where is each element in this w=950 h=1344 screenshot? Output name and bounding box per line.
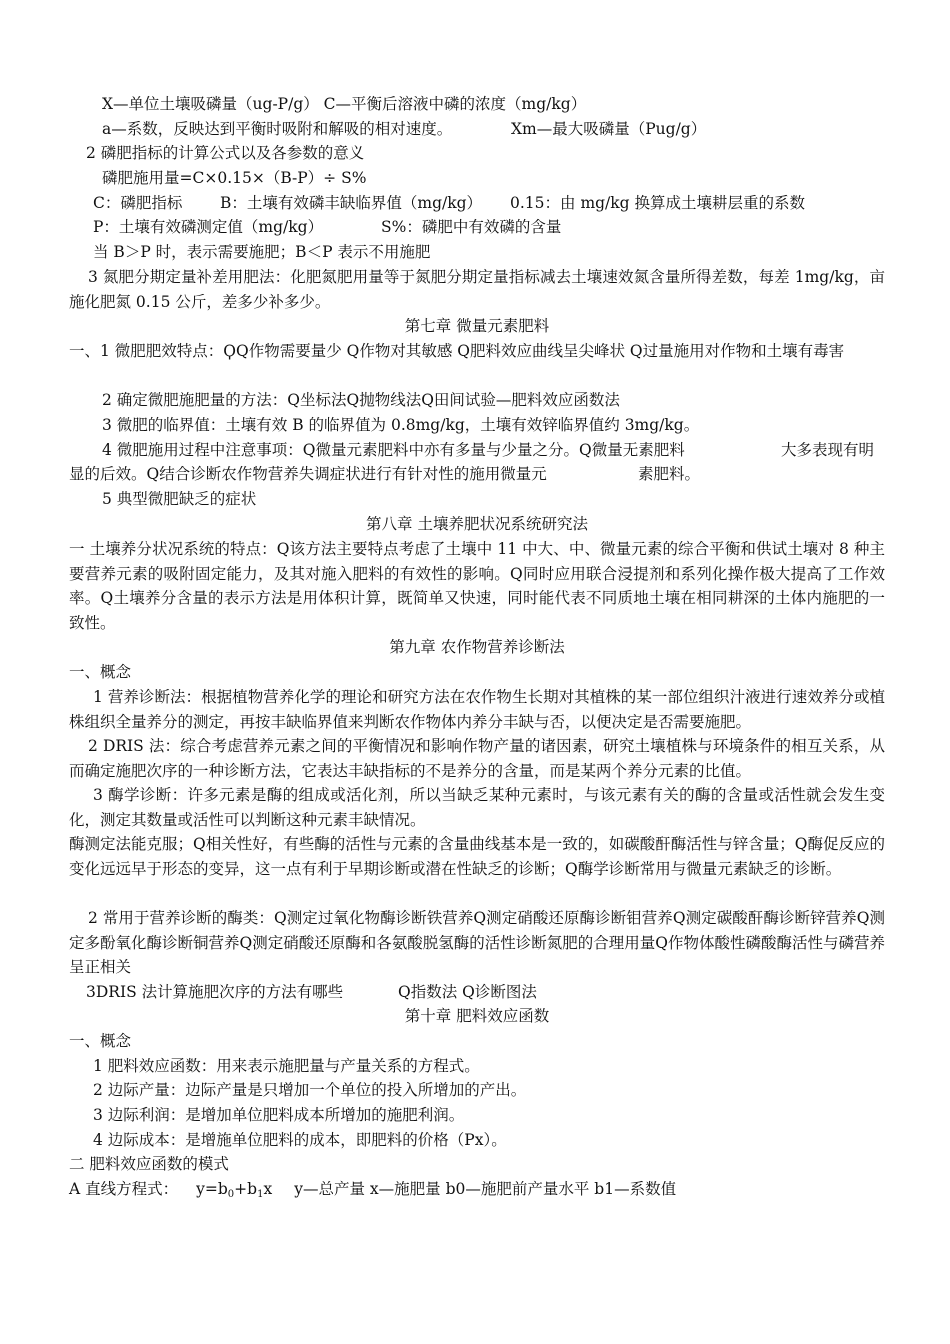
chapter-title: 第十章 肥料效应函数: [404, 1007, 550, 1025]
text-line: Xm—最大吸磷量（Pug/g）: [511, 120, 707, 138]
formula-line: 磷肥施用量=C×0.15×（B-P）÷ S%: [102, 169, 367, 187]
section-heading: 一、概念: [69, 663, 132, 681]
text-line: Q指数法 Q诊断图法: [398, 983, 537, 1001]
text-line: X—单位土壤吸磷量（ug-P/g） C—平衡后溶液中磷的浓度（mg/kg）: [102, 95, 587, 113]
paragraph: 一 土壤养分状况系统的特点：Q该方法主要特点考虑了土壤中 11 中大、中、微量元素的综合平衡和供试土壤对 8 种主要营养元素的吸附固定能力，及其对施入肥料的有效性的影响。Q同时应用联合浸提剂和系列化操作极大提高了工作效率。Q土壤养分含量的表示方法是用体积计算，既简单又快速，同时能代表不同质地土壤在相同耕深的土体内施肥的一致性。: [69, 540, 885, 632]
section-heading: 一、概念: [69, 1032, 132, 1050]
text-line: a—系数，反映达到平衡时吸附和解吸的相对速度。: [102, 120, 453, 138]
paragraph: 2 常用于营养诊断的酶类：Q测定过氧化物酶诊断铁营养Q测定硝酸还原酶诊断钼营养Q测定碳酸酐酶诊断锌营养Q测定多酚氧化酶诊断铜营养Q测定硝酸还原酶和各氨酸脱氢酶的活性诊断氮肥的合理用量Q作物体酸性磷酸酶活性与磷营养呈正相关: [69, 909, 885, 976]
text-line: 3 微肥的临界值：土壤有效 B 的临界值为 0.8mg/kg，土壤有效锌临界值约 3mg/kg。: [102, 416, 700, 434]
text-line: 2 确定微肥施肥量的方法：Q坐标法Q抛物线法Q田间试验—肥料效应函数法: [102, 391, 620, 409]
chapter-title: 第九章 农作物营养诊断法: [389, 638, 565, 656]
paragraph: 3 酶学诊断：许多元素是酶的组成或活化剂，所以当缺乏某种元素时，与该元素有关的酶的含量或活性就会发生变化，测定其数量或活性可以判断这种元素丰缺情况。: [69, 786, 885, 829]
text-line: C：磷肥指标: [93, 194, 183, 212]
chapter-title: 第八章 土壤养肥状况系统研究法: [366, 515, 588, 533]
equation-y: y=b: [196, 1180, 228, 1198]
equation-subscript-0: 0: [227, 1189, 235, 1200]
text-line: 2 边际产量：边际产量是只增加一个单位的投入所增加的产出。: [93, 1081, 527, 1099]
text-line: 素肥料。: [638, 465, 701, 483]
text-line: 大多表现有明: [781, 441, 875, 459]
text-line: 4 微肥施用过程中注意事项：Q微量元素肥料中亦有多量与少量之分。Q微量无素肥料: [102, 441, 685, 459]
equation-plus: +b: [234, 1180, 258, 1198]
text-line: 1 肥料效应函数：用来表示施肥量与产量关系的方程式。: [93, 1057, 480, 1075]
text-line: S%：磷肥中有效磷的含量: [381, 218, 562, 236]
paragraph: 一、1 微肥肥效特点：ϘQ作物需要量少 Q作物对其敏感 Q肥料效应曲线呈尖峰状 Q过量施用对作物和土壤有毒害: [69, 342, 845, 360]
text-line: 3 边际利润：是增加单位肥料成本所增加的施肥利润。: [93, 1106, 465, 1124]
paragraph: 3 氮肥分期定量补差用肥法：化肥氮肥用量等于氮肥分期定量指标减去土壤速效氮含量所得差数，每差 1mg/kg，亩施化肥氮 0.15 公斤，差多少补多少。: [69, 268, 885, 311]
paragraph: 酶测定法能克服；Q相关性好，有些酶的活性与元素的含量曲线基本是一致的，如碳酸酐酶活性与锌含量；Q酶促反应的变化远远早于形态的变异，这一点有利于早期诊断或潜在性缺乏的诊断；Q酶学诊断常用与微量元素缺乏的诊断。: [69, 835, 885, 878]
chapter-title: 第七章 微量元素肥料: [404, 317, 550, 335]
text-line: 2 磷肥指标的计算公式以及各参数的意义: [86, 144, 365, 162]
text-line: 显的后效。Q结合诊断农作物营养失调症状进行有针对性的施用微量元: [69, 465, 547, 483]
equation-description: y—总产量 x—施肥量 b0—施肥前产量水平 b1—系数值: [294, 1180, 677, 1198]
text-line: B：土壤有效磷丰缺临界值（mg/kg）: [220, 194, 483, 212]
text-line: 4 边际成本：是增施单位肥料的成本，即肥料的价格（Px）。: [93, 1131, 507, 1149]
text-line: P：土壤有效磷测定值（mg/kg）: [93, 218, 324, 236]
paragraph: 1 营养诊断法：根据植物营养化学的理论和研究方法在农作物生长期对其植株的某一部位组织汁液进行速效养分或植株组织全量养分的测定，再按丰缺临界值来判断农作物体内养分丰缺与否，以便决定是否需要施肥。: [69, 688, 885, 731]
text-line: 5 典型微肥缺乏的症状: [102, 490, 257, 508]
equation-line: [69, 1177, 676, 1202]
text-line: 0.15：由 mg/kg 换算成土壤耕层重的系数: [510, 194, 806, 212]
paragraph: 2 DRIS 法：综合考虑营养元素之间的平衡情况和影响作物产量的诸因素，研究土壤植株与环境条件的相互关系，从而确定施肥次序的一种诊断方法，它表达丰缺指标的不是养分的含量，而是某两个养分元素的比值。: [69, 737, 885, 780]
section-heading: 二 肥料效应函数的模式: [69, 1155, 229, 1173]
equation-label: A 直线方程式：: [69, 1180, 179, 1198]
text-line: 当 B＞P 时，表示需要施肥；B＜P 表示不用施肥: [93, 243, 431, 261]
text-line: 3DRIS 法计算施肥次序的方法有哪些: [86, 983, 344, 1001]
equation-x: x: [263, 1180, 273, 1198]
equation-subscript-1: 1: [257, 1189, 264, 1200]
